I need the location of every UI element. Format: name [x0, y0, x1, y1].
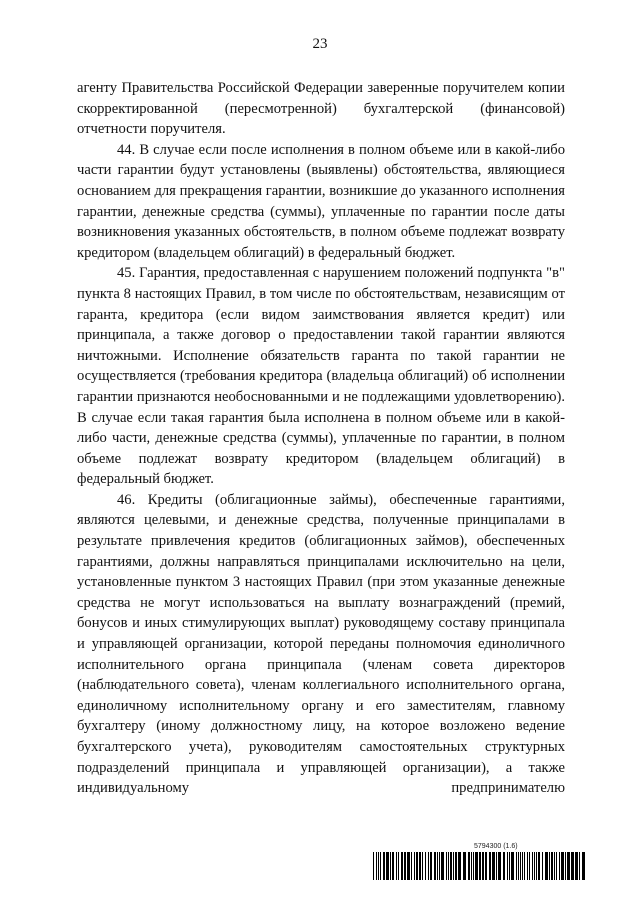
paragraph-continuation: агенту Правительства Российской Федерации заверенные поручителем копии скорректированной (пересмотренной) бухгалтерской (финансовой) отчетности поручителя. — [77, 80, 565, 138]
paragraph-46: 46. Кредиты (облигационные займы), обеспеченные гарантиями, являются целевыми, и денежные средства, полученные принципалами в результате привлечения кредитов (облигационных займов), обеспеченных гарантиями, должны направляться принципалами исключительно на цели, установленные пунктом 3 настоящих Правил (при этом указанные денежные средства не могут использоваться на выплату вознаграждений (премий, бонусов и иных стимулирующих выплат) руководящему составу принципала и управляющей организации, которой переданы полномочия единоличного исполнительного органа принципала (членам совета директоров (наблюдательного совета), членам коллегиального исполнительного органа, единоличному исполнительному органу и его заместителям, главному бухгалтеру (иному должностному лицу, на которое возложено ведение бухгалтерского учета), руководителям самостоятельных структурных подразделений принципала и управляющей организации), а также индивидуальному предпринимателю — [77, 491, 565, 797]
barcode-image — [373, 852, 587, 880]
paragraph-45: 45. Гарантия, предоставленная с нарушением положений подпункта "в" пункта 8 настоящих Правил, в том числе по обстоятельствам, независящим от гаранта, кредитора (если видом заимствования является кредит) или принципала, а также договор о предоставлении такой гарантии являются ничтожными. Исполнение обязательств гаранта по такой гарантии не осуществляется (требования кредитора (владельца облигаций) об исполнении гарантии признаются необоснованными и не подлежащими удовлетворению). В случае если такая гарантия была исполнена в полном объеме или в какой-либо части, денежные средства (суммы), уплаченные по гарантии, в полном объеме подлежат возврату кредитором (владельцем облигаций) в федеральный бюджет. — [77, 265, 565, 488]
document-code: 5794300 (1.6) — [474, 843, 518, 850]
body-text — [77, 78, 565, 799]
page-number: 23 — [312, 36, 328, 52]
paragraph-44: 44. В случае если после исполнения в полном объеме или в какой-либо части гарантии будут установлены (выявлены) обстоятельства, являющиеся основанием для прекращения гарантии, возникшие до указанного исполнения гарантии, денежные средства (суммы), уплаченные по гарантии после даты возникновения указанных обстоятельств, в полном объеме подлежат возврату кредитором (владельцем облигаций) в федеральный бюджет. — [77, 141, 565, 261]
